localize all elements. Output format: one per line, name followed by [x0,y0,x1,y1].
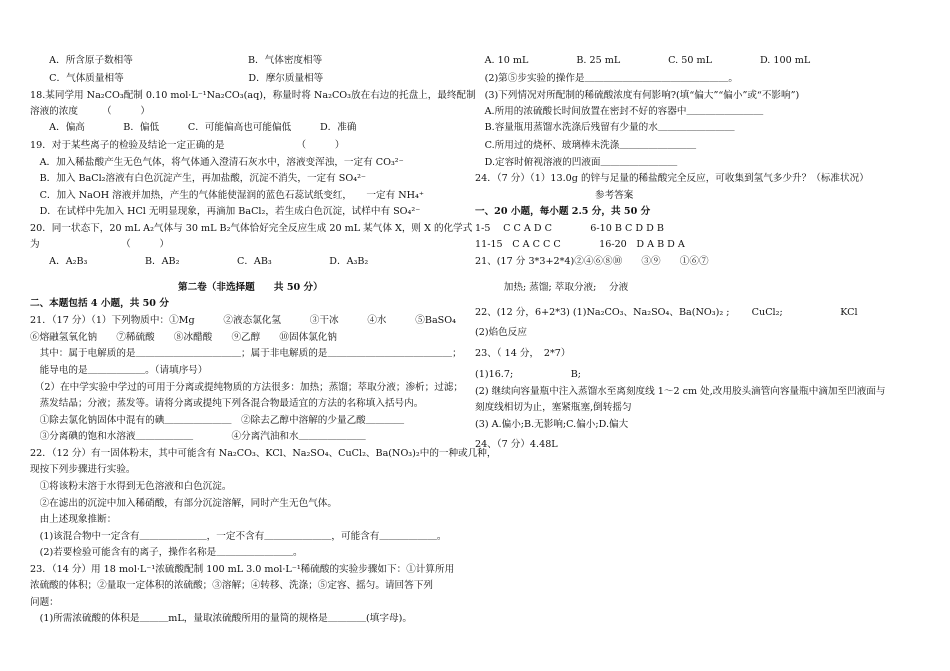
left-text-line: 23．（14 分）用 18 mol·L⁻¹浓硫酸配制 100 mL 3.0 mol·L⁻¹稀硫酸的实验步骤如下：①计算所用 [30,564,455,575]
right-text-line: 一、20 小题，每小题 2.5 分，共 50 分 [475,206,651,217]
left-text-line: ②在滤出的沉淀中加入稀硝酸，有部分沉淀溶解，同时产生无色气体。 [30,498,337,509]
left-text-line: ①将该粉末溶于水得到无色溶液和白色沉淀。 [30,481,232,492]
right-text-line: 21、(17 分 3*3+2*4)②④⑥⑧⑩ ③⑨ ①⑥⑦ [475,256,709,267]
left-text-line: C．气体质量相等 D．摩尔质量相等 [30,73,324,84]
right-text-line: (2)焰色反应 [475,327,527,338]
left-text-line: C．加入 NaOH 溶液并加热，产生的气体能使湿润的蓝色石蕊试纸变红， 一定有 NH₄⁺ [30,190,424,201]
left-text-line: （2）在中学实验中学过的可用于分离或提纯物质的方法很多：加热；蒸馏；萃取分液；渗析；过滤； [30,382,464,393]
left-text-line: 溶液的浓度 （ ） [30,106,150,117]
left-text-line: 22．（12 分）有一固体粉末，其中可能含有 Na₂CO₃、KCl、Na₂SO₄、CuCl₂、Ba(NO₃)₂中的一种或几种， [30,448,497,459]
left-text-line: 能导电的是＿＿＿＿＿＿。（请填序号） [30,365,208,376]
left-text-line: A．偏高 B．偏低 C．可能偏高也可能偏低 D．准确 [30,122,357,133]
left-text-line: 19．对于某些离子的检验及结论一定正确的是 （ ） [30,140,345,151]
left-text-line: 二、本题包括 4 小题，共 50 分 [30,298,169,309]
left-text-line: ⑥熔融氢氧化钠 ⑦稀硫酸 ⑧冰醋酸 ⑨乙醇 ⑩固体氯化钠 [30,332,337,343]
right-text-line: 参考答案 [595,190,634,201]
right-text-line: 23、（ 14 分， 2*7） [475,348,571,359]
right-text-line: (3)下列情况对所配制的稀硫酸浓度有何影响?(填“偏大”“偏小”或“不影响”) [475,90,800,101]
left-text-line: ③分离碘的饱和水溶液＿＿＿＿＿＿ ④分离汽油和水＿＿＿＿＿＿＿ [30,431,366,442]
right-text-line: B.容量瓶用蒸馏水洗涤后残留有少量的水＿＿＿＿＿＿＿＿ [475,122,735,133]
right-text-line: 24、（7 分）4.48L [475,439,558,450]
left-text-line: (1)所需浓硫酸的体积是＿＿＿mL，量取浓硫酸所用的量筒的规格是＿＿＿＿(填字母)。 [30,613,412,624]
right-text-line: 11-15 C A C C C 16-20 D A B D A [475,239,685,250]
right-text-line: 24．（7 分）（1）13.0g 的锌与足量的稀盐酸完全反应，可收集到氢气多少升？（标准状况） [475,173,869,184]
left-text-line: D．在试样中先加入 HCl 无明显现象，再滴加 BaCl₂，若生成白色沉淀，试样中有 SO₄²⁻ [30,206,421,217]
right-text-line: A.所用的浓硫酸长时间放置在密封不好的容器中＿＿＿＿＿＿＿＿ [475,106,764,117]
left-text-line: B．加入 BaCl₂溶液有白色沉淀产生，再加盐酸，沉淀不消失，一定有 SO₄²⁻ [30,173,366,184]
left-text-line: 由上述现象推断： [30,514,117,525]
left-text-line: 问题： [30,597,59,608]
right-text-line: 刻度线相切为止，塞紧瓶塞,倒转摇匀 [475,402,632,413]
right-text-line: (2) 继续向容量瓶中注入蒸馏水至离刻度线 1～2 cm 处,改用胶头滴管向容量瓶中滴加至凹液面与 [475,386,886,397]
left-text-line: 21．（17 分）（1）下列物质中：①Mg ②液态氯化氢 ③干冰 ④水 ⑤BaSO₄ [30,315,456,326]
left-text-line: 20．同一状态下，20 mL A₂气体与 30 mL B₂气体恰好完全反应生成 20 mL 某气体 X，则 X 的化学式 [30,223,473,234]
left-text-line: 浓硫酸的体积；②量取一定体积的浓硫酸；③溶解；④转移、洗涤；⑤定容、摇匀。请回答下列 [30,580,433,591]
right-text-line: 22、(12 分，6+2*3) (1)Na₂CO₃、Na₂SO₄、Ba(NO₃)₂ ; CuCl₂; KCl [475,307,858,318]
right-text-line: 加热; 蒸馏; 萃取分液; 分液 [475,282,629,293]
right-text-line: 1-5 C C A D C 6-10 B C D D B [475,223,664,234]
left-text-line: A．所含原子数相等 B．气体密度相等 [30,55,323,66]
right-text-line: (2)第⑤步实验的操作是＿＿＿＿＿＿＿＿＿＿＿＿＿＿＿。 [475,73,739,84]
left-text-line: 第二卷（非选择题 共 50 分） [178,282,323,293]
left-text-line: A．加入稀盐酸产生无色气体，将气体通入澄清石灰水中，溶液变浑浊，一定有 CO₃²⁻ [30,157,404,168]
right-text-line: (1)16.7; B; [475,369,582,380]
left-text-line: ①除去氯化钠固体中混有的碘＿＿＿＿＿＿＿ ②除去乙醇中溶解的少量乙酸＿＿＿＿ [30,415,405,426]
right-text-line: A. 10 mL B. 25 mL C. 50 mL D. 100 mL [475,55,811,66]
left-text-line: 为 （ ） [30,239,170,250]
left-text-line: A．A₂B₃ B．AB₂ C．AB₃ D．A₃B₂ [30,256,369,267]
left-text-line: 现按下列步骤进行实验。 [30,464,136,475]
right-text-line: D.定容时俯视溶液的凹液面＿＿＿＿＿＿＿＿ [475,157,678,168]
left-text-line: 18.某同学用 Na₂CO₃配制 0.10 mol·L⁻¹Na₂CO₃(aq)，称量时将 Na₂CO₃放在右边的托盘上，最终配制 [30,90,476,101]
right-text-line: C.所用过的烧杯、玻璃棒未洗涤＿＿＿＿＿＿＿＿ [475,140,697,151]
left-text-line: 蒸发结晶；分液；蒸发等。请将分离或提纯下列各混合物最适宜的方法的名称填入括号内。 [30,398,424,409]
right-text-line: (3) A.偏小;B.无影响;C.偏小;D.偏大 [475,419,629,430]
left-text-line: 其中：属于电解质的是＿＿＿＿＿＿＿＿＿＿＿；属于非电解质的是＿＿＿＿＿＿＿＿＿＿＿＿＿； [30,348,462,359]
left-text-line: (1)该混合物中一定含有＿＿＿＿＿＿＿，一定不含有＿＿＿＿＿＿＿，可能含有＿＿＿＿＿＿。 [30,531,447,542]
left-text-line: (2)若要检验可能含有的离子，操作名称是＿＿＿＿＿＿＿＿。 [30,547,303,558]
